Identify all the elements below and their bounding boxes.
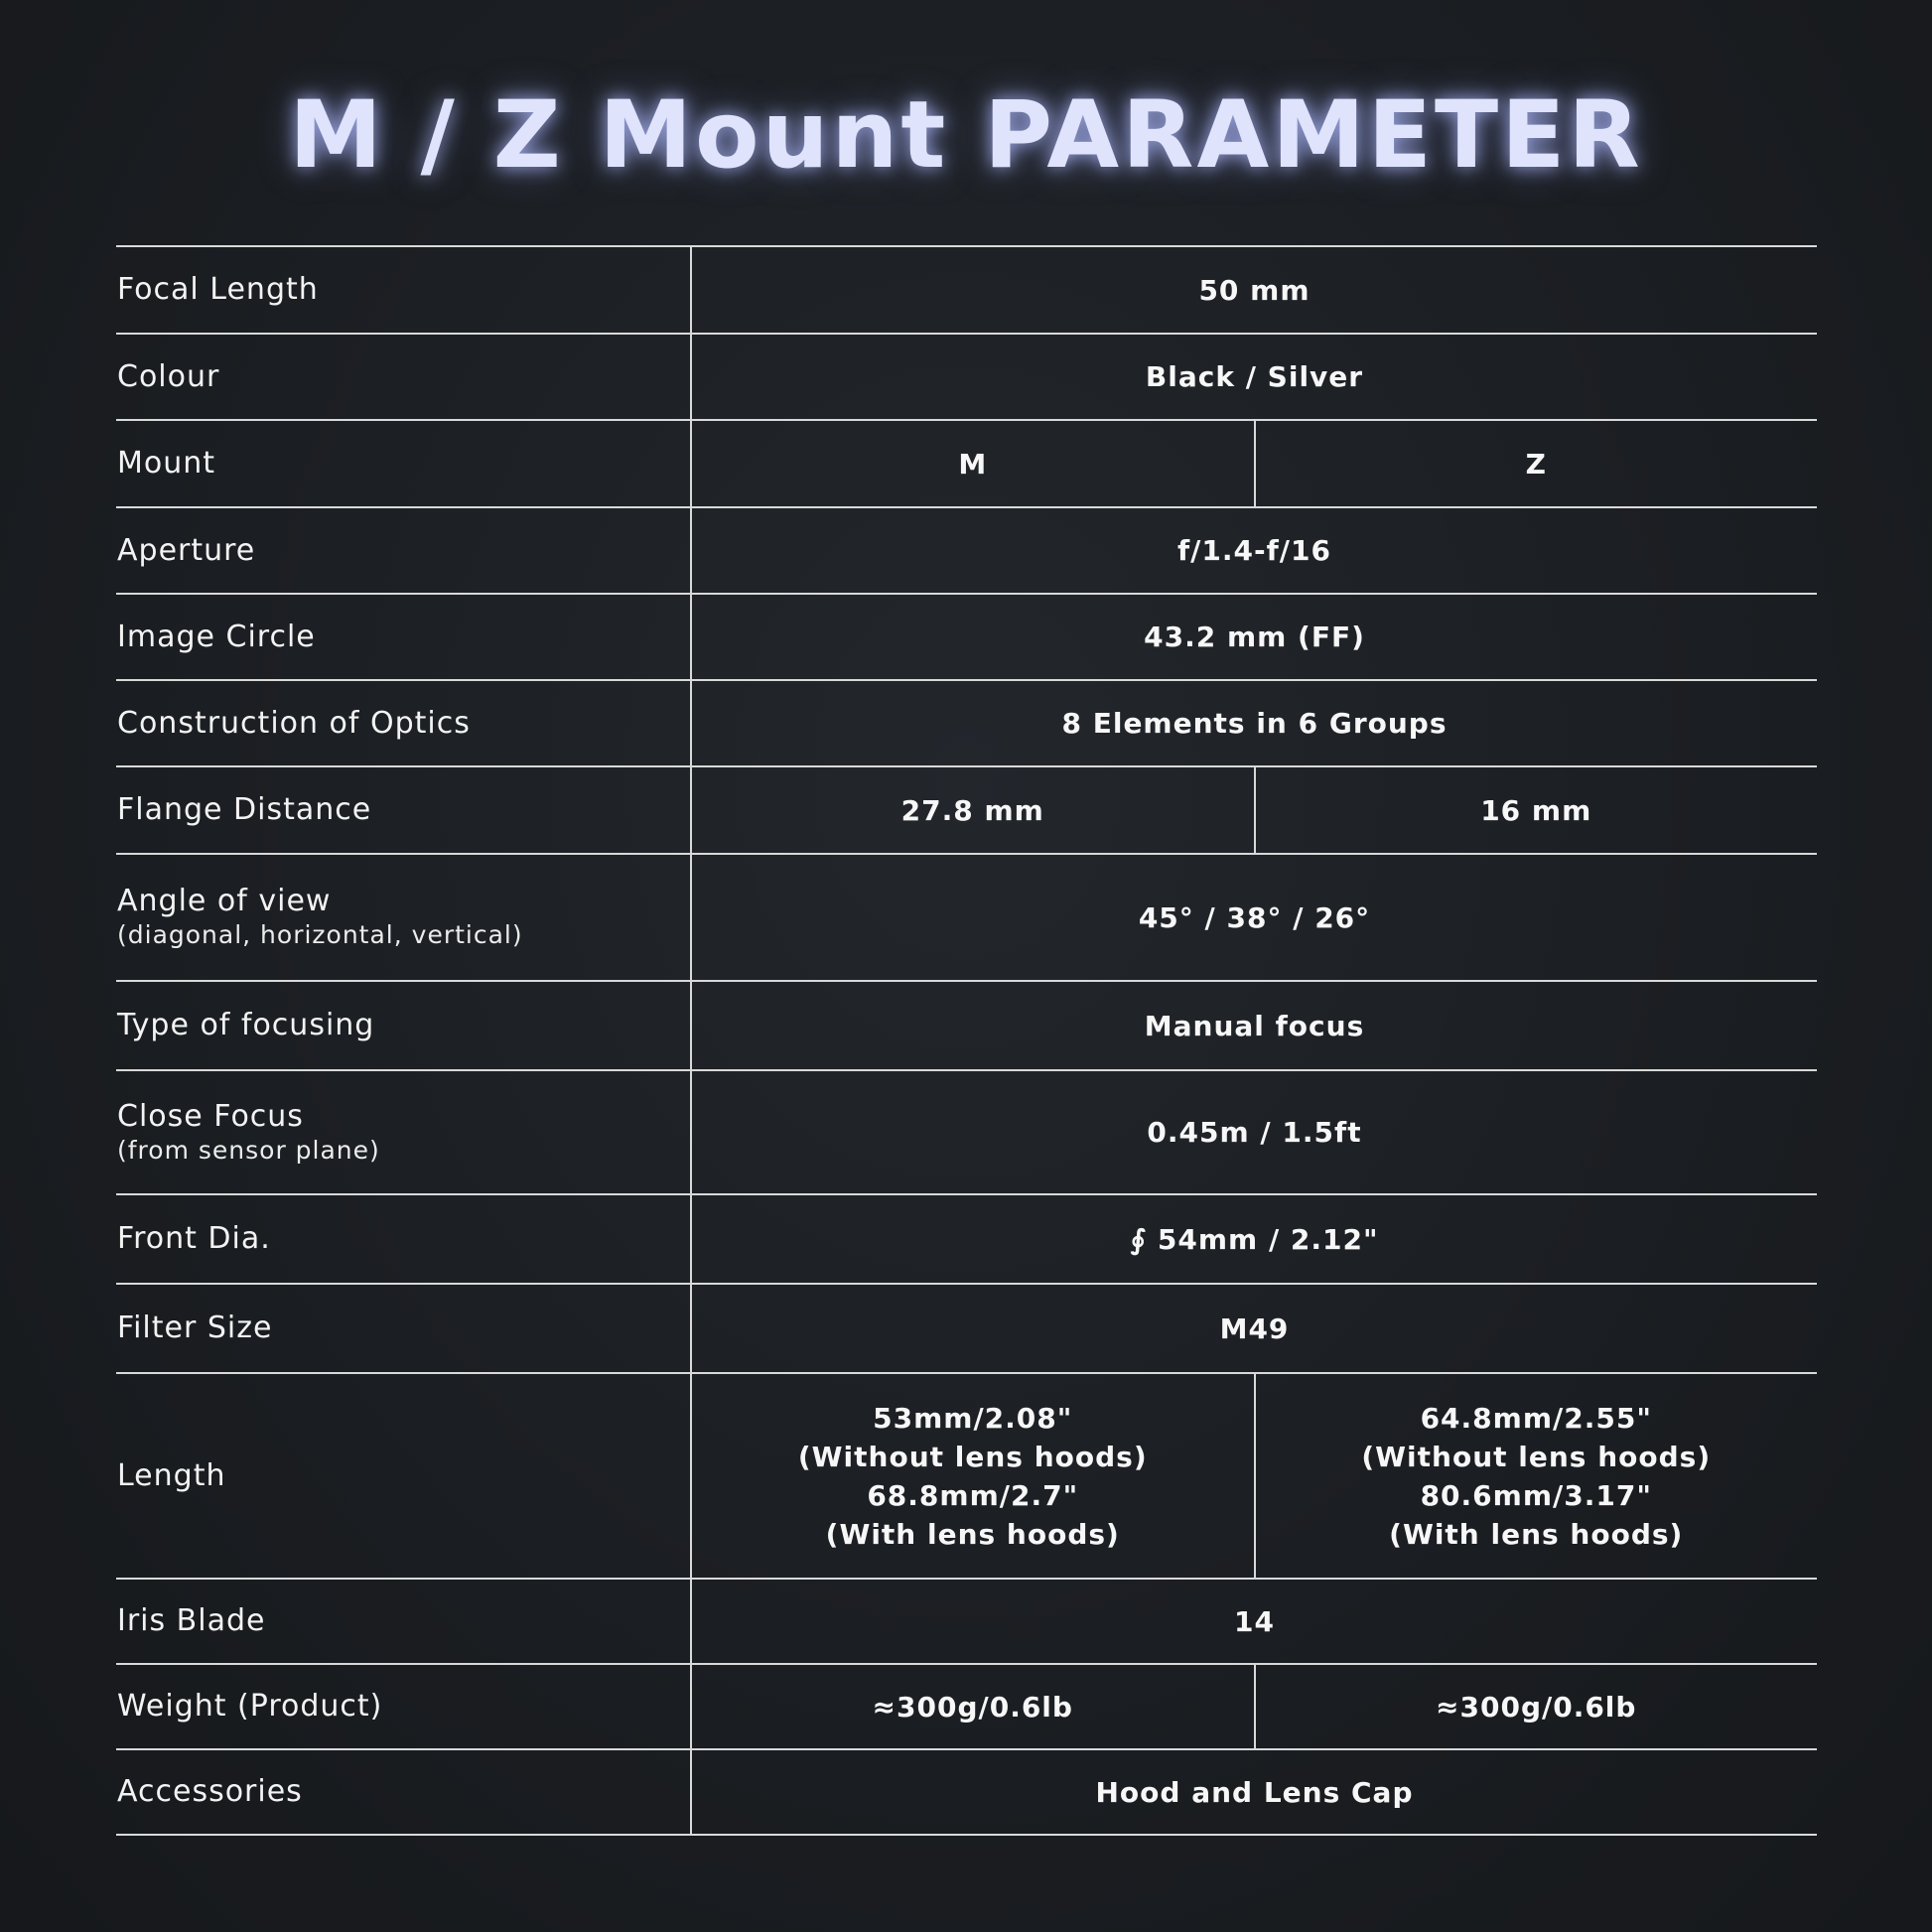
row-values [692, 1580, 1817, 1663]
row-label: Front Dia. [117, 1221, 271, 1256]
row-value: 14 [1234, 1604, 1275, 1638]
z-mount-value: Z [1525, 447, 1547, 481]
row-values [692, 1071, 1817, 1193]
row-values [692, 681, 1817, 765]
row-label-cell [116, 421, 692, 506]
row-values [692, 595, 1817, 679]
table-row [116, 1285, 1817, 1374]
length-line: (Without lens hoods) [797, 1440, 1148, 1473]
row-label: Close Focus [117, 1098, 304, 1134]
row-value: 45° / 38° / 26° [1138, 900, 1371, 934]
row-value: 43.2 mm (FF) [1144, 621, 1365, 653]
z-mount-value: ≈300g/0.6lb [1436, 1690, 1637, 1724]
row-label: Filter Size [117, 1311, 273, 1345]
row-values [692, 1750, 1817, 1834]
length-line: (Without lens hoods) [1361, 1440, 1712, 1473]
row-values [692, 421, 1817, 506]
table-row [116, 1665, 1817, 1750]
row-label: Image Circle [117, 619, 316, 654]
row-value: f/1.4-f/16 [1176, 534, 1331, 567]
table-row [116, 681, 1817, 767]
row-values [692, 508, 1817, 593]
row-label-cell [116, 1665, 692, 1748]
table-row [116, 855, 1817, 982]
table-row [116, 1580, 1817, 1665]
row-value: Black / Silver [1145, 360, 1364, 393]
row-label-cell [116, 1195, 692, 1283]
row-label: Type of focusing [117, 1008, 375, 1042]
row-label-cell [116, 1750, 692, 1834]
row-label-cell [116, 508, 692, 593]
row-label: Colour [117, 358, 220, 394]
z-mount-value [1256, 1374, 1818, 1578]
row-label-cell [116, 1580, 692, 1663]
table-row [116, 1374, 1817, 1580]
row-label: Flange Distance [117, 792, 372, 827]
row-values [692, 982, 1817, 1069]
row-label: Mount [117, 446, 216, 481]
row-value: 50 mm [1198, 273, 1311, 307]
row-label-cell [116, 595, 692, 679]
row-value: M49 [1219, 1311, 1290, 1345]
row-label-cell [116, 247, 692, 333]
row-values [692, 1665, 1817, 1748]
table-row [116, 595, 1817, 681]
length-line: 53mm/2.08" [873, 1401, 1073, 1435]
table-row [116, 1071, 1817, 1195]
row-values [692, 1195, 1817, 1283]
row-values [692, 1374, 1817, 1578]
row-values [692, 247, 1817, 333]
length-line: 68.8mm/2.7" [867, 1478, 1079, 1512]
m-mount-value [692, 1374, 1256, 1578]
length-line: (With lens hoods) [1389, 1517, 1684, 1551]
row-values [692, 335, 1817, 419]
row-values [692, 767, 1817, 853]
m-mount-value: M [692, 421, 1256, 506]
row-label: Length [117, 1457, 226, 1493]
table-row [116, 508, 1817, 595]
page-title: M / Z Mount PARAMETER [289, 81, 1643, 190]
row-sublabel: (diagonal, horizontal, vertical) [117, 920, 523, 949]
length-line: (With lens hoods) [825, 1517, 1120, 1551]
table-row [116, 421, 1817, 508]
row-values [692, 1285, 1817, 1372]
row-value: 8 Elements in 6 Groups [1061, 707, 1448, 740]
row-label: Weight (Product) [117, 1689, 383, 1724]
parameter-table [116, 245, 1817, 1836]
table-row [116, 335, 1817, 421]
table-row [116, 1195, 1817, 1285]
row-value: ∮ 54mm / 2.12" [1130, 1222, 1379, 1256]
row-label-cell [116, 335, 692, 419]
row-label-cell [116, 1071, 692, 1193]
row-values [692, 855, 1817, 980]
length-line: 80.6mm/3.17" [1420, 1478, 1652, 1512]
row-value: Manual focus [1144, 1009, 1365, 1042]
table-row [116, 247, 1817, 335]
row-label-cell [116, 855, 692, 980]
row-label-cell [116, 982, 692, 1069]
row-value: Hood and Lens Cap [1095, 1775, 1414, 1809]
z-mount-value: 16 mm [1480, 793, 1592, 827]
table-row [116, 982, 1817, 1071]
row-label: Angle of view [117, 884, 332, 918]
m-mount-value: ≈300g/0.6lb [692, 1665, 1256, 1748]
length-line: 64.8mm/2.55" [1420, 1401, 1652, 1435]
row-label-cell [116, 681, 692, 765]
row-value: 0.45m / 1.5ft [1147, 1116, 1362, 1149]
row-label-cell [116, 1285, 692, 1372]
row-label-cell [116, 1374, 692, 1578]
row-label: Construction of Optics [117, 705, 471, 741]
row-label: Iris Blade [117, 1603, 266, 1638]
row-label-cell [116, 767, 692, 853]
row-label: Aperture [117, 532, 256, 568]
m-mount-value: 27.8 mm [692, 767, 1256, 853]
table-row [116, 767, 1817, 855]
table-row [116, 1750, 1817, 1836]
row-label: Accessories [117, 1774, 303, 1809]
row-label: Focal Length [117, 272, 319, 307]
row-sublabel: (from sensor plane) [117, 1135, 380, 1165]
